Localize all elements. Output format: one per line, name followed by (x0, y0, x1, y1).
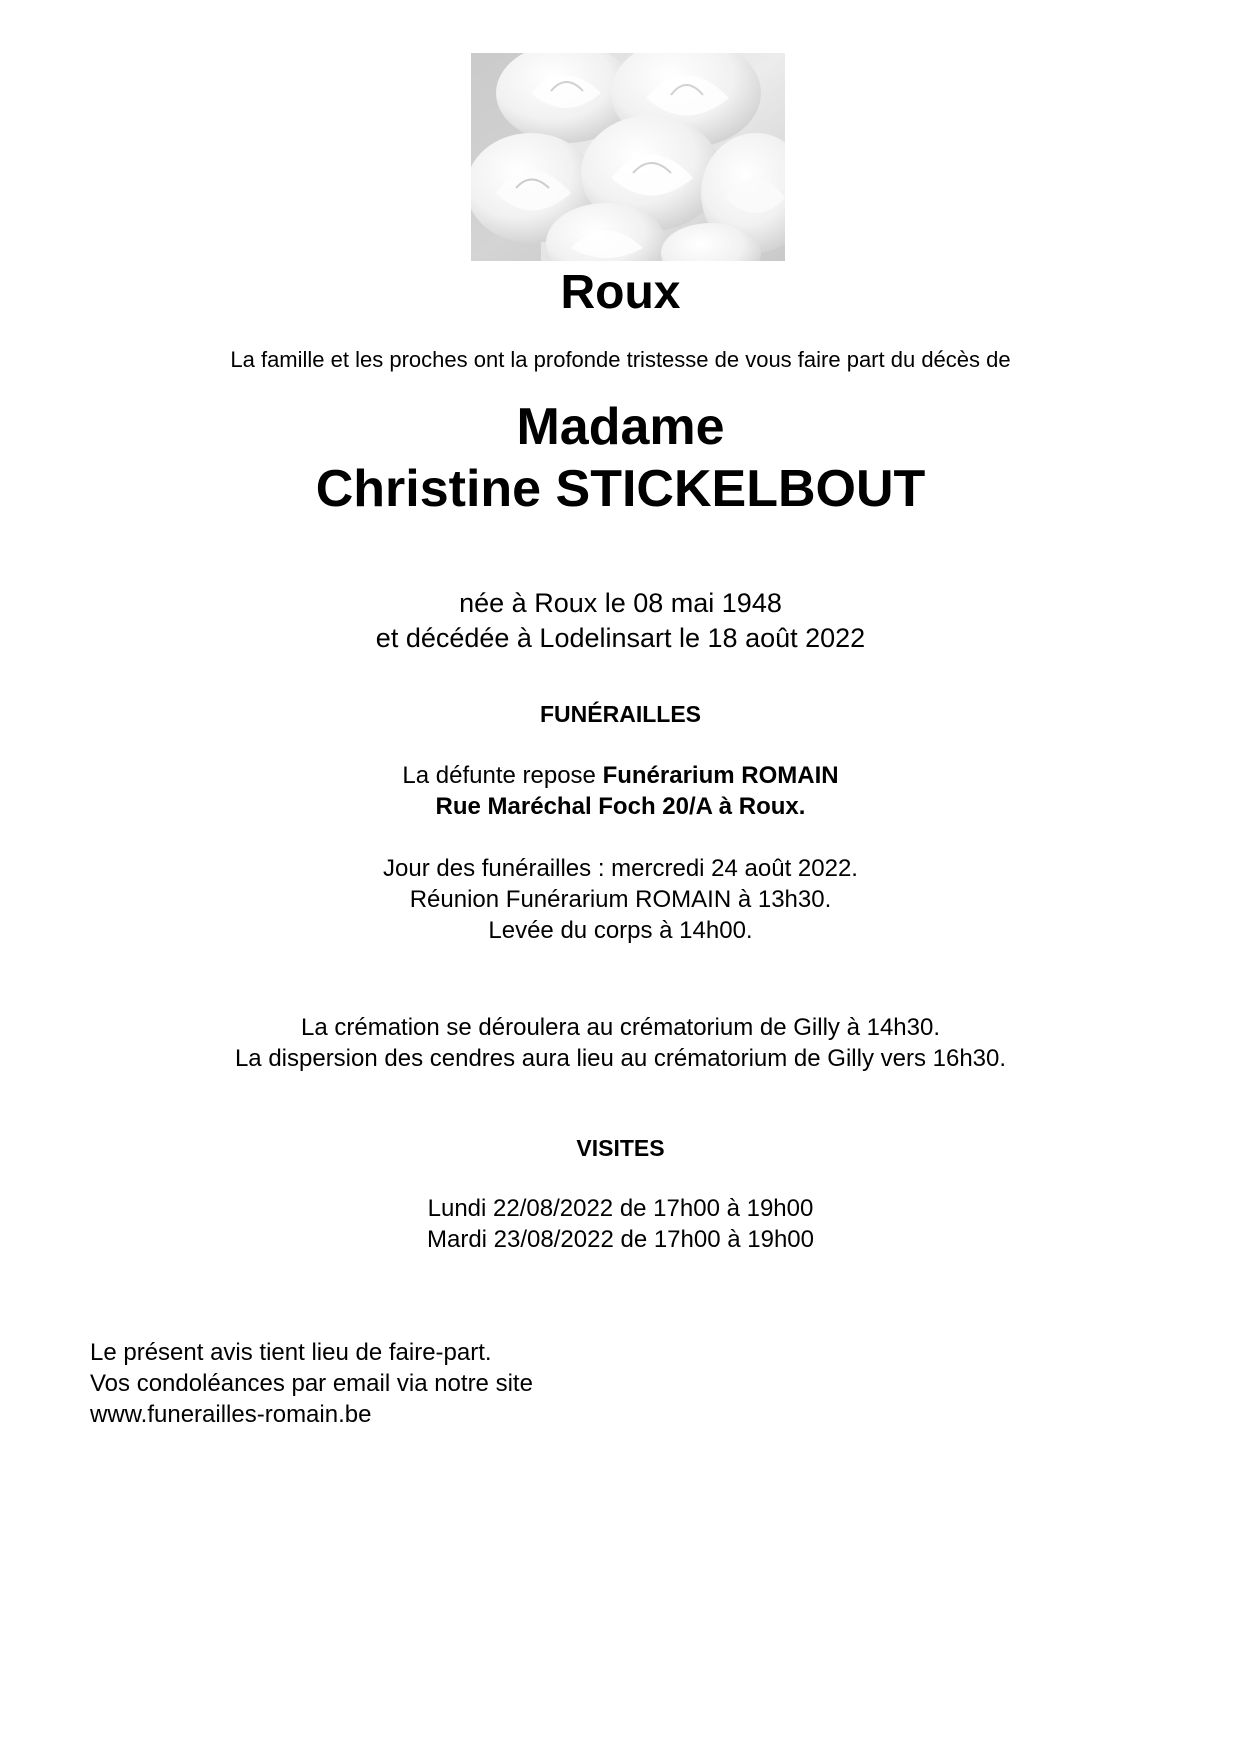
life-dates (0, 586, 1241, 656)
repose-line (0, 760, 1241, 791)
deceased-name-block (0, 396, 1241, 520)
repose-info (0, 760, 1241, 822)
deceased-title: Madame (516, 398, 725, 456)
footer-faire-part: Le présent avis tient lieu de faire-part. (90, 1339, 492, 1366)
visit-slot: Mardi 23/08/2022 de 17h00 à 19h00 (427, 1226, 814, 1253)
funeral-meeting: Réunion Funérarium ROMAIN à 13h30. (409, 886, 832, 913)
footer-notice (90, 1337, 533, 1430)
intro-text: La famille et les proches ont la profonde tristesse de vous faire part du décès de (230, 347, 1011, 372)
repose-prefix: La défunte repose (402, 762, 603, 789)
repose-address: Rue Maréchal Foch 20/A à Roux. (435, 793, 806, 820)
footer-website: www.funerailles-romain.be (90, 1401, 372, 1428)
dispersion-line: La dispersion des cendres aura lieu au crématorium de Gilly vers 16h30. (234, 1045, 1007, 1072)
visit-slot: Lundi 22/08/2022 de 17h00 à 19h00 (427, 1195, 814, 1222)
cremation-line: La crémation se déroulera au crématorium de Gilly à 14h30. (301, 1014, 940, 1041)
funeral-schedule (0, 853, 1241, 946)
visites-title: VISITES (576, 1135, 665, 1161)
death-line: et décédée à Lodelinsart le 18 août 2022 (375, 623, 866, 653)
funeral-levee: Levée du corps à 14h00. (488, 917, 753, 944)
visites-list (0, 1193, 1241, 1255)
birth-line: née à Roux le 08 mai 1948 (459, 588, 782, 618)
cremation-info (0, 1012, 1241, 1074)
locality-heading: Roux (560, 266, 681, 319)
footer-condoleances: Vos condoléances par email via notre site (90, 1370, 533, 1397)
funeral-day: Jour des funérailles : mercredi 24 août 2022. (383, 855, 858, 882)
white-roses-photo (471, 53, 785, 261)
deceased-name: Christine STICKELBOUT (315, 460, 926, 518)
funerailles-title: FUNÉRAILLES (540, 701, 701, 727)
repose-place: Funérarium ROMAIN (602, 762, 839, 789)
